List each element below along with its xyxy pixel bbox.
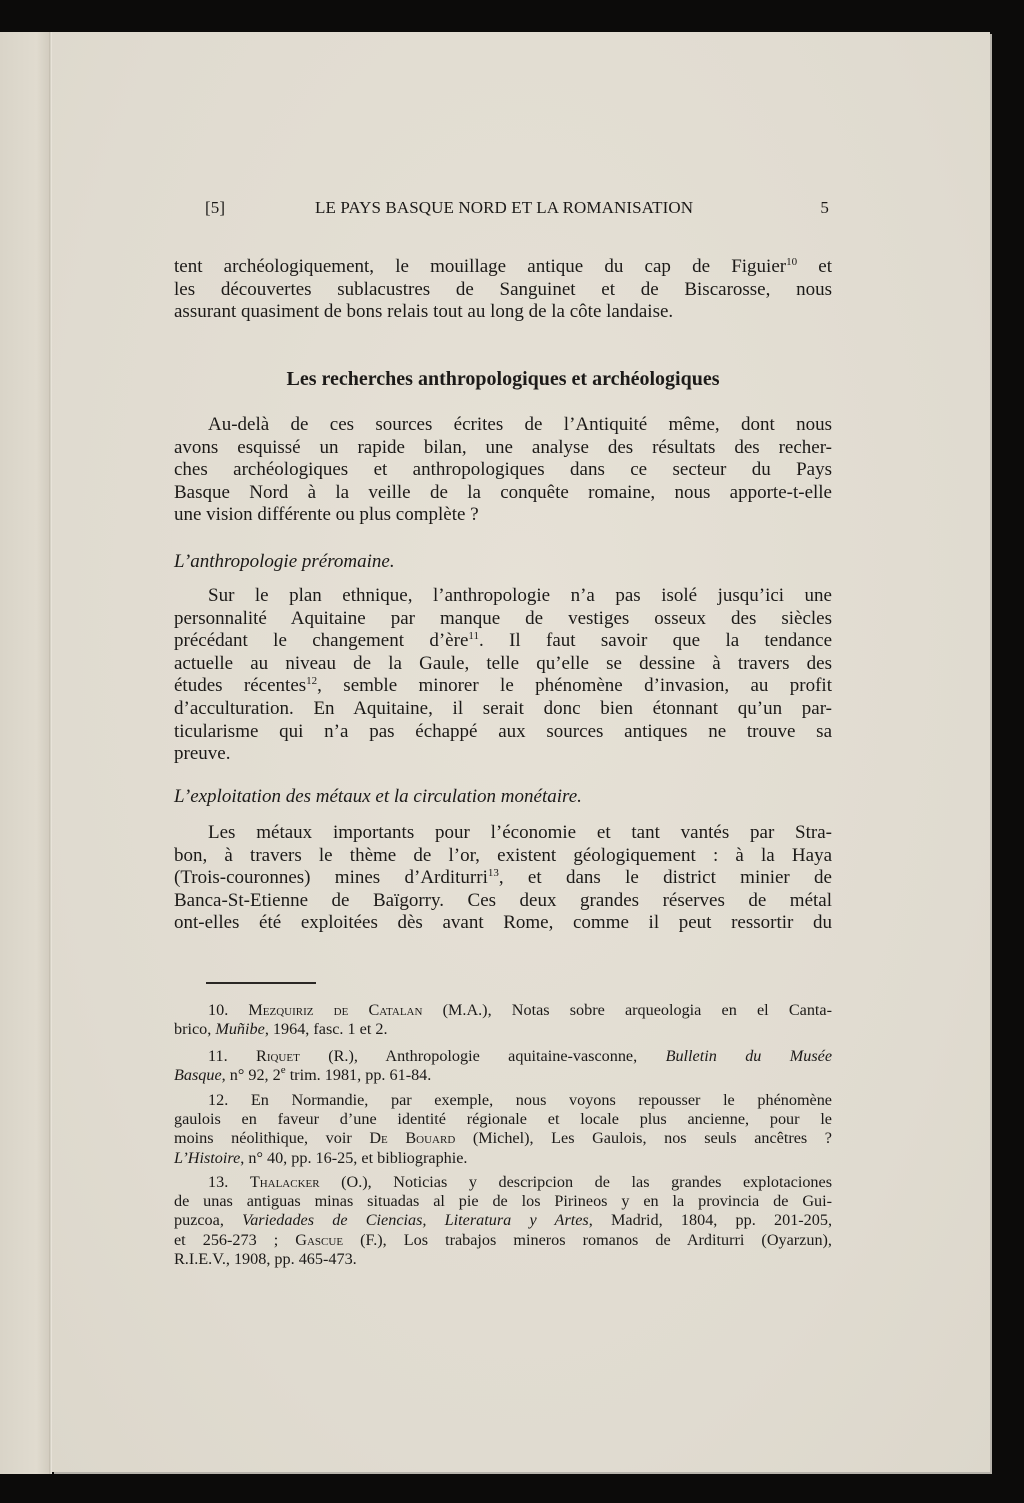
text-line: Banca-St-Etienne de Baïgorry. Ces deux grandes réserves de métal <box>174 889 832 911</box>
subheading-anthropologie: L’anthropologie préromaine. <box>174 551 395 572</box>
line-text: , semble minorer le phénomène d’invasion, au profit <box>317 675 832 697</box>
text-line: assurant quasiment de bons relais tout au long de la côte landaise. <box>174 301 674 323</box>
line-text: , 1964, fasc. 1 et 2. <box>264 1020 388 1039</box>
line-text: études récentes <box>174 675 307 697</box>
line-text: (R.), Anthropologie aquitaine-vasconne, <box>299 1047 666 1065</box>
paragraph-1 <box>174 414 832 527</box>
text-line: actuelle au niveau de la Gaule, telle qu’elle se dessine à travers des <box>174 652 832 674</box>
line-text: tent archéologiquement, le mouillage antique du cap de Figuier <box>174 256 787 277</box>
text-line: les découvertes sublacustres de Sanguinet et de Biscarosse, nous <box>174 278 832 300</box>
footnote-number: 12. <box>208 1091 229 1109</box>
line-text: (O.), Noticias y descripcion de las grandes explotaciones <box>319 1173 832 1191</box>
footnote-ref-12[interactable]: 12 <box>306 675 318 688</box>
footnote-line: gaulois en faveur d’une identité régionale et locale plus ancienne, pour le <box>174 1110 832 1129</box>
running-head <box>205 198 829 220</box>
line-text: moins néolithique, voir <box>174 1129 370 1148</box>
line-text: En Normandie, par exemple, nous voyons repousser le phénomène <box>228 1091 832 1109</box>
footnote-13 <box>174 1173 832 1269</box>
line-text: brico, <box>174 1020 216 1039</box>
footnote-12 <box>174 1091 832 1168</box>
journal-title: L’Histoire <box>174 1148 241 1167</box>
line-text: , et dans le district minier de <box>498 867 832 889</box>
footnote-line: R.I.E.V., 1908, pp. 465-473. <box>174 1249 357 1268</box>
journal-title: Variedades de Ciencias, Literatura y Artes <box>242 1211 589 1230</box>
line-text: et <box>797 256 833 277</box>
line-text: (M.A.), Notas sobre arqueologia en el Canta- <box>422 1001 832 1019</box>
text-line <box>174 675 832 698</box>
text-line: ches archéologiques et anthropologiques dans ce secteur du Pays <box>174 459 832 481</box>
journal-title: Muñibe <box>215 1020 265 1039</box>
footnote-line: de unas antiguas minas situadas al pie de los Pirineos y en la provincia de Gui- <box>174 1192 832 1211</box>
running-title: LE PAYS BASQUE NORD ET LA ROMANISATION <box>315 198 694 217</box>
footnote-line <box>174 1129 832 1148</box>
text-line: d’acculturation. En Aquitaine, il serait donc bien étonnant qu’un par- <box>174 697 832 719</box>
text-line: Les métaux importants pour l’économie et tant vantés par Stra- <box>208 822 832 843</box>
line-text: (Trois-couronnes) mines d’Arditurri <box>174 867 488 889</box>
footnote-line <box>174 1020 832 1039</box>
footnote-line <box>174 1066 832 1085</box>
footnote-line <box>174 1231 832 1250</box>
line-text: . Il faut savoir que la tendance <box>478 630 832 652</box>
footnote-line <box>174 1047 832 1066</box>
line-text: , Madrid, 1804, pp. 201-205, <box>588 1211 833 1230</box>
line-text: trim. 1981, pp. 61-84. <box>285 1066 432 1085</box>
intro-paragraph <box>174 256 832 324</box>
footnote-ref-10[interactable]: 10 <box>786 256 798 268</box>
text-line: bon, à travers le thème de l’or, existent géologiquement : à la Haya <box>174 844 832 866</box>
section-heading: Les recherches anthropologiques et archéologiques <box>286 368 720 390</box>
footnote-line <box>174 1001 832 1020</box>
footnote-10 <box>174 1001 832 1039</box>
footnote-number: 13. <box>208 1173 229 1191</box>
footnote-line <box>174 1211 832 1230</box>
line-text: (Michel), Les Gaulois, nos seuls ancêtres ? <box>455 1129 832 1148</box>
line-text: et 256-273 ; <box>174 1230 296 1249</box>
author-name: Gascue <box>295 1230 344 1249</box>
text-line: Basque Nord à la veille de la conquête romaine, nous apporte-t-elle <box>174 481 832 503</box>
text-line <box>174 867 832 890</box>
page-number: 5 <box>820 198 829 217</box>
text-line: ticularisme qui n’a pas échappé aux sources antiques ne trouve sa <box>174 720 832 742</box>
text-line: preuve. <box>174 743 231 765</box>
line-text: précédant le changement d’ère <box>174 630 469 652</box>
line-text: , n° 92, 2 <box>221 1066 281 1085</box>
paragraph-3 <box>174 822 832 935</box>
footnote-line <box>174 1173 832 1192</box>
page-reference: [5] <box>205 198 226 217</box>
facing-page-edge <box>0 32 52 1474</box>
paragraph-2 <box>174 585 832 766</box>
footnote-number: 10. <box>208 1001 229 1019</box>
text-line <box>174 630 832 653</box>
superscript: e <box>280 1064 286 1077</box>
line-text: (F.), Los trabajos mineros romanos de Arditurri (Oyarzun), <box>343 1230 832 1249</box>
footnote-line <box>174 1149 832 1168</box>
author-name: Riquet <box>256 1047 300 1065</box>
line-text: puzcoa, <box>174 1211 243 1230</box>
footnote-ref-11[interactable]: 11 <box>468 630 479 643</box>
text-line: ont-elles été exploitées dès avant Rome, comme il peut ressortir du <box>174 912 832 934</box>
line-text: , n° 40, pp. 16-25, et bibliographie. <box>240 1148 468 1167</box>
text-line: Au-delà de ces sources écrites de l’Antiquité même, dont nous <box>208 414 832 435</box>
footnote-11 <box>174 1047 832 1085</box>
footnote-separator <box>206 982 316 984</box>
subheading-exploitation: L’exploitation des métaux et la circulation monétaire. <box>174 786 582 807</box>
text-line <box>174 256 832 279</box>
journal-title: Bulletin du Musée <box>665 1047 833 1065</box>
text-line: personnalité Aquitaine par manque de vestiges osseux des siècles <box>174 607 832 629</box>
text-line: Sur le plan ethnique, l’anthropologie n’a pas isolé jusqu’ici une <box>208 585 832 606</box>
text-line: avons esquissé un rapide bilan, une analyse des résultats des recher- <box>174 436 832 458</box>
journal-title: Basque <box>174 1066 222 1085</box>
author-name: Thalacker <box>249 1173 320 1191</box>
footnote-line <box>174 1091 832 1110</box>
footnote-ref-13[interactable]: 13 <box>487 867 499 880</box>
text-line: une vision différente ou plus complète ? <box>174 504 479 526</box>
author-name: Mezquiriz de Catalan <box>248 1001 423 1019</box>
footnote-number: 11. <box>208 1047 228 1065</box>
author-name: De Bouard <box>369 1129 456 1148</box>
